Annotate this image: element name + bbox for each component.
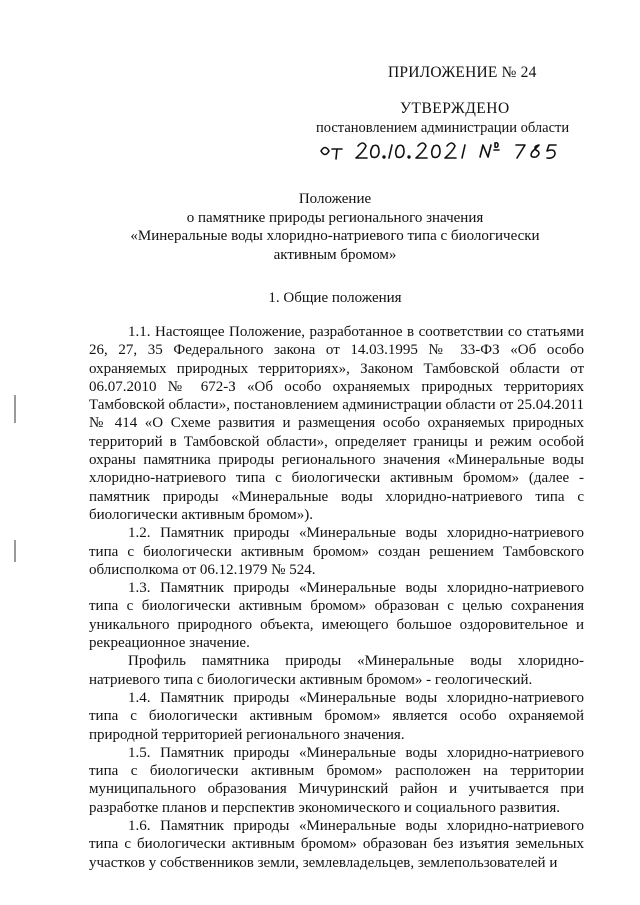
section-heading: 1. Общие положения bbox=[268, 290, 402, 306]
scan-margin-mark bbox=[14, 395, 16, 423]
paragraph-1-5: 1.5. Памятник природы «Минеральные воды хлоридно-натриевого типа с биологически активным бромом» расположен на территории муниципального образования Мичуринский район и учитывается при разработке планов и перспектив экономического и социального развития. bbox=[89, 744, 584, 816]
document-title bbox=[100, 190, 570, 264]
document-body bbox=[89, 323, 584, 872]
paragraph-1-1: 1.1. Настоящее Положение, разработанное в соответствии со статьями 26, 27, 35 Федерального закона от 14.03.1995 № 33-ФЗ «Об особо охраняемых природных территориях», Законом Тамбовской области от 06.07.2010 № 672-З «Об особо охраняемых природных территориях Тамбовской области», постановлением администрации области от 25.04.2011 № 414 «О Схеме развития и размещения особо охраняемых природных территорий в Тамбовской области», определяет границы и режим особой охраны памятника природы регионального значения «Минеральные воды хлоридно-натриевого типа с биологически активным бромом» (далее - памятник природы «Минеральные воды хлоридно-натриевого типа с биологически активным бромом»). bbox=[89, 324, 584, 523]
scan-margin-mark bbox=[14, 540, 16, 562]
title-line-3: «Минеральные воды хлоридно-натриевого типа с биологически bbox=[130, 228, 540, 244]
paragraph-1-3: 1.3. Памятник природы «Минеральные воды хлоридно-натриевого типа с биологически активным бромом» образован с целью сохранения уникального природного объекта, имеющего большое оздоровительное и рекреационное значение. bbox=[89, 580, 584, 652]
handwritten-date-number bbox=[318, 138, 588, 160]
title-line-2: о памятнике природы регионального значения bbox=[186, 209, 484, 226]
approval-authority: постановлением администрации области bbox=[316, 120, 570, 136]
title-line-4: активным бромом» bbox=[273, 246, 397, 263]
paragraph-1-6: 1.6. Памятник природы «Минеральные воды хлоридно-натриевого типа с биологически активным бромом» образован без изъятия земельных участков у собственников земли, землевладельцев, землепользователей и bbox=[89, 818, 584, 871]
appendix-number: ПРИЛОЖЕНИЕ № 24 bbox=[388, 64, 537, 81]
paragraph-1-2: 1.2. Памятник природы «Минеральные воды хлоридно-натриевого типа с биологически активным бромом» создан решением Тамбовского облисполкома от 06.12.1979 № 524. bbox=[89, 525, 584, 578]
approval-stamp-title: УТВЕРЖДЕНО bbox=[400, 100, 510, 117]
paragraph-1-4: 1.4. Памятник природы «Минеральные воды хлоридно-натриевого типа с биологически активным бромом» является особо охраняемой природной территорией регионального значения. bbox=[89, 689, 584, 743]
title-line-1: Положение bbox=[298, 191, 372, 207]
paragraph-profile: Профиль памятника природы «Минеральные воды хлоридно-натриевого типа с биологически активным бромом» - геологический. bbox=[89, 653, 584, 688]
